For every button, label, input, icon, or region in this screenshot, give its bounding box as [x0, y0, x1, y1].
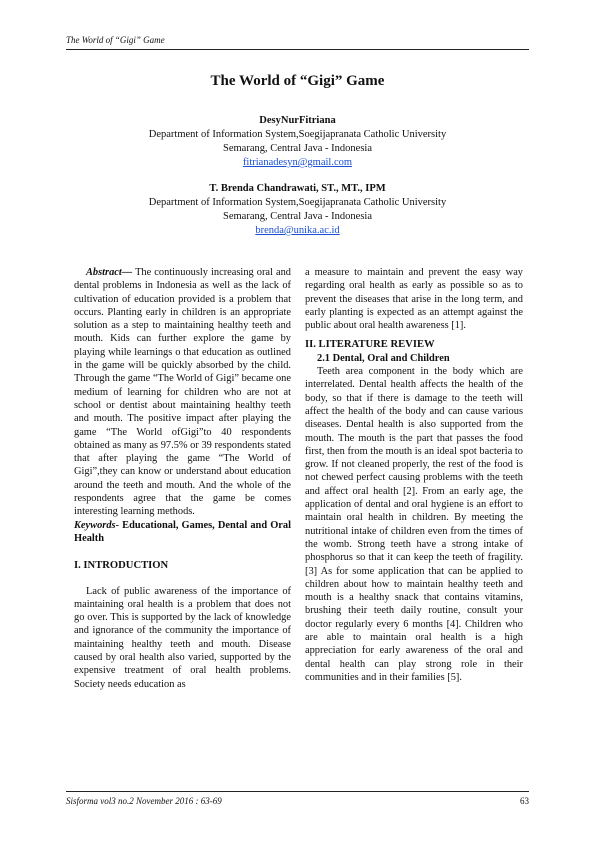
- introduction-text: Lack of public awareness of the importance of maintaining oral health is a problem that does not go over. This is supported by the lack of knowledge and ignorance of the community the importance of maintaining healthy teeth and mouth. Disease caused by oral health also varied, supported by the expensive treatment of oral health problems. Society needs education as: [74, 585, 291, 690]
- subsection-heading: 2.1 Dental, Oral and Children: [317, 352, 450, 364]
- page-number: 63: [520, 796, 529, 806]
- author-block-2: [66, 182, 529, 238]
- keywords-text: Educational, Games, Dental and Oral Health: [74, 519, 291, 544]
- abstract-paragraph: [74, 266, 291, 519]
- author-name: DesyNurFitriana: [259, 115, 336, 126]
- author-department: Department of Information System,Soegijapranata Catholic University: [148, 129, 447, 140]
- author-department: Department of Information System,Soegijapranata Catholic University: [148, 197, 447, 208]
- keywords-paragraph: [74, 519, 291, 546]
- author-location: Semarang, Central Java - Indonesia: [223, 211, 372, 222]
- author-location: Semarang, Central Java - Indonesia: [223, 143, 372, 154]
- journal-citation: Sisforma vol3 no.2 November 2016 : 63-69: [66, 796, 222, 806]
- abstract-label: Abstract—: [86, 267, 133, 278]
- header-rule: [66, 49, 529, 50]
- author-email-link[interactable]: fitrianadesyn@gmail.com: [242, 157, 353, 168]
- footer-rule: [66, 791, 529, 792]
- right-column: [305, 266, 523, 684]
- running-header: The World of “Gigi” Game: [66, 35, 165, 45]
- paper-title: The World of “Gigi” Game: [210, 73, 385, 89]
- section-heading-literature-review: II. LITERATURE REVIEW: [305, 339, 435, 351]
- introduction-continued-text: a measure to maintain and prevent the easy way regarding oral health as early as possible so as to prevent the diseases that arise in the long term, and early planting is expected as an attempt against the public about oral health awareness [1].: [305, 267, 523, 332]
- section-heading-introduction: I. INTRODUCTION: [74, 560, 169, 572]
- literature-review-text: Teeth area component in the body which are interrelated. Dental health affects the health of the body, so that if there is damage to the teeth will affect the health of the body and can cause various diseases. Dental health is also supported from the mouth. The mouth is the part that passes the food first, then from the mouth is an ideal spot bacteria to grow. If not cleaned properly, the rest of the food is not chewed perfect causing problems with the teeth and affect oral health [2]. From an early age, the application of dental and oral hygiene is an effort to maintain oral health in children. By meeting the nutritional intake of children even from the times of the womb. Strong teeth have a strong intake of phosphorus so that it can keep the teeth of fragility. [3] As for some application that can be applied to children about how to maintain healthy teeth and mouth is a healthy snack that contains vitamins, brushing their teeth daily routine, consult your doctor regularly every 6 months [4]. Children who are able to maintain oral health is a high appreciation for early awareness of the oral and dental health can play strong role in their communities and in their families [5].: [305, 366, 523, 683]
- left-column: [74, 266, 291, 691]
- author-block-1: [66, 114, 529, 170]
- author-email-link[interactable]: brenda@unika.ac.id: [255, 225, 340, 236]
- abstract-text: The continuously increasing oral and dental problems in Indonesia as well as the lack of cultivation of education provided is a problem that occurs. Planting early in children is an appropriate solution as a step to maintaining healthy teeth and mouth. Kids can further explore the game by playing while learnings o that education as outlined in the game will be quickly absorbed by the child. Through the game “The World of Gigi” became one medium of learning for children who are not at school or dentist about maintaining healthy teeth and mouth. The positive impact after playing the game “The World ofGigi”to 40 respondents obtained as many as 97.5% or 39 respondents stated that after playing the game “The World of Gigi”,they can know or understand about education around the teeth and mouth. And the whole of the respondents agree that the game be comes interesting learning methods.: [74, 267, 291, 518]
- author-name: T. Brenda Chandrawati, ST., MT., IPM: [209, 183, 386, 194]
- keywords-label: Keywords-: [74, 519, 120, 531]
